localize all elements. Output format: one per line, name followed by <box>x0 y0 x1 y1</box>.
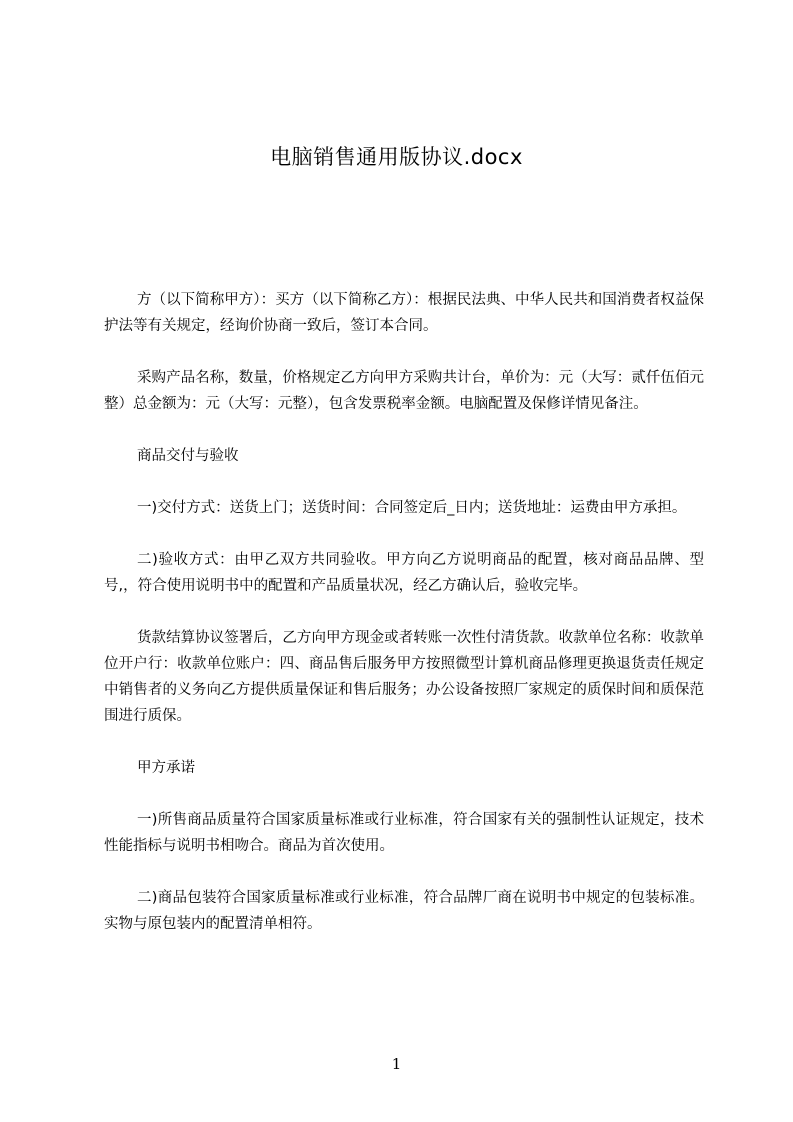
document-body <box>104 287 704 963</box>
document-title: 电脑销售通用版协议.docx <box>270 145 523 169</box>
paragraph-quality-standard: 一)所售商品质量符合国家质量标准或行业标准，符合国家有关的强制性认证规定，技术性能指标与说明书相吻合。商品为首次使用。 <box>104 812 704 854</box>
paragraph-packaging-standard: 二)商品包装符合国家质量标准或行业标准，符合品牌厂商在说明书中规定的包装标准。实物与原包装内的配置清单相符。 <box>104 890 704 932</box>
paragraph-parties: 方（以下简称甲方）：买方（以下简称乙方）：根据民法典、中华人民共和国消费者权益保护法等有关规定，经询价协商一致后，签订本合同。 <box>104 292 704 334</box>
paragraph-payment: 货款结算协议签署后，乙方向甲方现金或者转账一次性付清货款。收款单位名称：收款单位开户行：收款单位账户：四、商品售后服务甲方按照微型计算机商品修理更换退货责任规定中销售者的义务向乙方提供质量保证和售后服务；办公设备按照厂家规定的质保时间和质保范围进行质保。 <box>104 630 704 724</box>
paragraph-inspection-method: 二)验收方式：由甲乙双方共同验收。甲方向乙方说明商品的配置，核对商品品牌、型号,，符合使用说明书中的配置和产品质量状况，经乙方确认后，验收完毕。 <box>104 552 704 594</box>
paragraph-purchase: 采购产品名称，数量，价格规定乙方向甲方采购共计台，单价为：元（大写：贰仟伍佰元整）总金额为：元（大写：元整），包含发票税率金额。电脑配置及保修详情见备注。 <box>104 370 704 412</box>
page-number: 1 <box>391 1055 402 1073</box>
section-heading-delivery: 商品交付与验收 <box>137 448 239 464</box>
paragraph-delivery-method: 一)交付方式：送货上门；送货时间：合同签定后_日内；送货地址：运费由甲方承担。 <box>137 500 687 516</box>
section-heading-commitments: 甲方承诺 <box>137 760 195 776</box>
